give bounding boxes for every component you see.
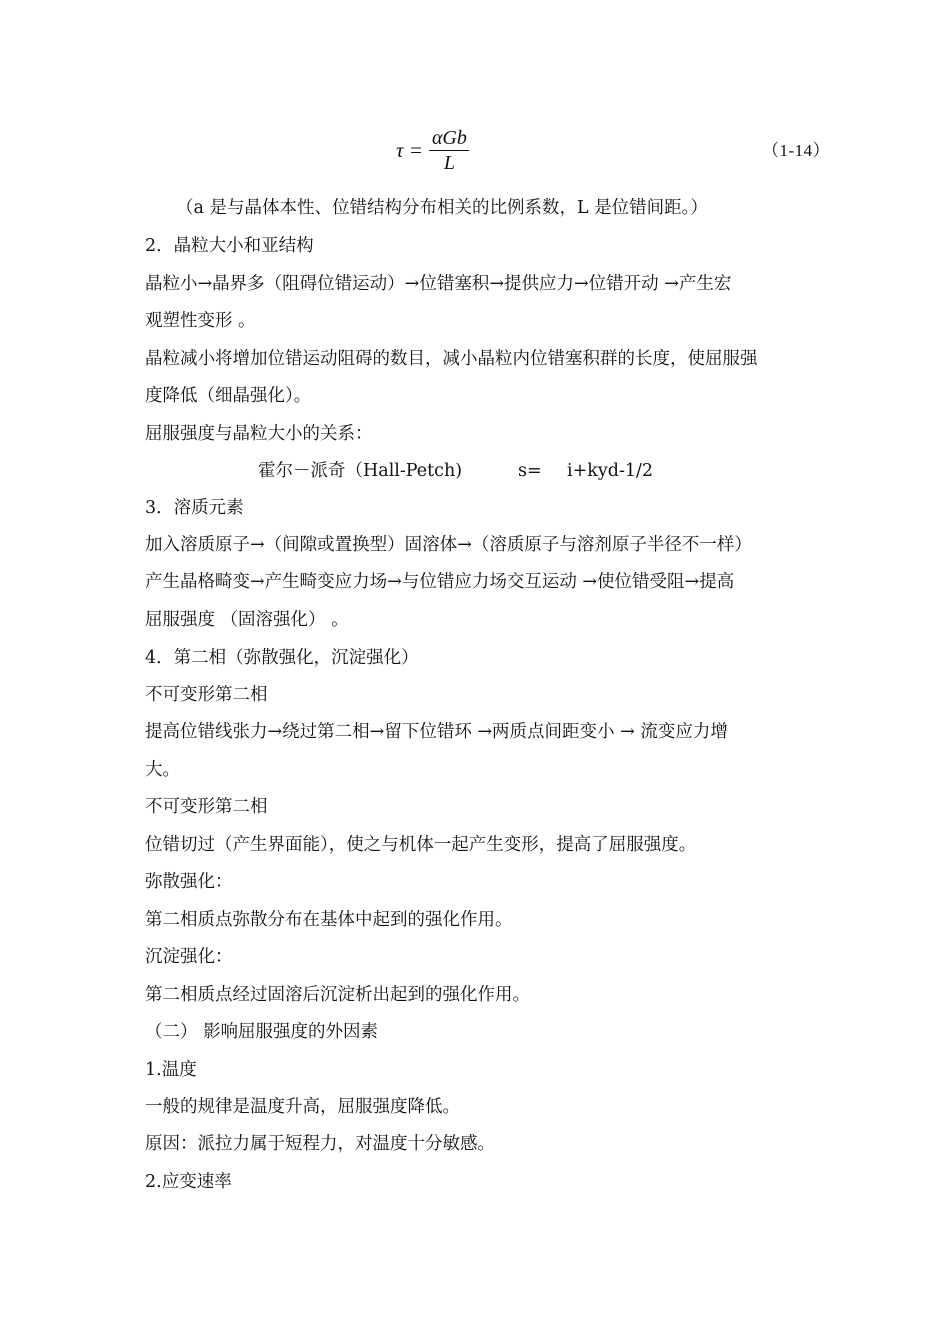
paragraph-line: 晶粒减小将增加位错运动阻碍的数目，减小晶粒内位错塞积群的长度，使屈服强 <box>145 349 758 369</box>
paragraph-line: 晶粒小→晶界多（阻碍位错运动）→位错塞积→提供应力→位错开动 →产生宏 <box>145 274 732 294</box>
paragraph-line: 屈服强度与晶粒大小的关系： <box>145 424 373 444</box>
paragraph-line: 屈服强度 （固溶强化） 。 <box>145 610 349 630</box>
paragraph-line: 产生晶格畸变→产生畸变应力场→与位错应力场交互运动 →使位错受阻→提高 <box>145 572 735 592</box>
paragraph-line: 第二相质点弥散分布在基体中起到的强化作用。 <box>145 910 513 930</box>
paragraph-line: 沉淀强化： <box>145 947 233 967</box>
hall-petch-label: 霍尔－派奇（Hall-Petch) <box>258 461 463 481</box>
equation-number: （1-14） <box>762 141 831 160</box>
hall-petch-expression: i+kyd-1/2 <box>567 461 654 481</box>
fraction-bar <box>429 150 469 151</box>
paragraph-line: 度降低（细晶强化）。 <box>145 386 312 406</box>
section-heading-second-phase: 4．第二相（弥散强化，沉淀强化） <box>145 648 419 668</box>
hall-petch-s: s= <box>518 461 542 481</box>
paragraph-line: 位错切过（产生界面能），使之与机体一起产生变形，提高了屈服强度。 <box>145 835 697 855</box>
paragraph-line: 大。 <box>145 760 180 780</box>
section-heading-grain-size: 2．晶粒大小和亚结构 <box>145 236 314 256</box>
paragraph-line: 观塑性变形 。 <box>145 311 256 331</box>
paragraph-line: 加入溶质原子→（间隙或置换型）固溶体→（溶质原子与溶剂原子半径不一样） <box>145 535 752 555</box>
section-heading-solute: 3．溶质元素 <box>145 498 244 518</box>
formula-numerator: αGb <box>431 126 467 149</box>
paragraph-line: 一般的规律是温度升高，屈服强度降低。 <box>145 1097 460 1117</box>
formula-note: （a 是与晶体本性、位错结构分布相关的比例系数，L 是位错间距。） <box>176 198 708 218</box>
section-heading-strain-rate: 2.应变速率 <box>145 1172 232 1192</box>
paragraph-line: 弥散强化： <box>145 872 233 892</box>
paragraph-line: 原因：派拉力属于短程力，对温度十分敏感。 <box>145 1134 495 1154</box>
paragraph-line: 不可变形第二相 <box>145 797 268 817</box>
formula-denominator: L <box>443 151 455 174</box>
formula-1-14 <box>396 122 470 178</box>
section-heading-temperature: 1.温度 <box>145 1060 197 1080</box>
formula-fraction <box>429 127 470 174</box>
paragraph-line: 提高位错线张力→绕过第二相→留下位错环 →两质点间距变小 → 流变应力增 <box>145 722 728 742</box>
paragraph-line: 不可变形第二相 <box>145 685 268 705</box>
formula-lhs: τ = <box>396 137 423 162</box>
paragraph-line: 第二相质点经过固溶后沉淀析出起到的强化作用。 <box>145 985 530 1005</box>
section-heading-external-factors: （二） 影响屈服强度的外因素 <box>145 1022 379 1042</box>
